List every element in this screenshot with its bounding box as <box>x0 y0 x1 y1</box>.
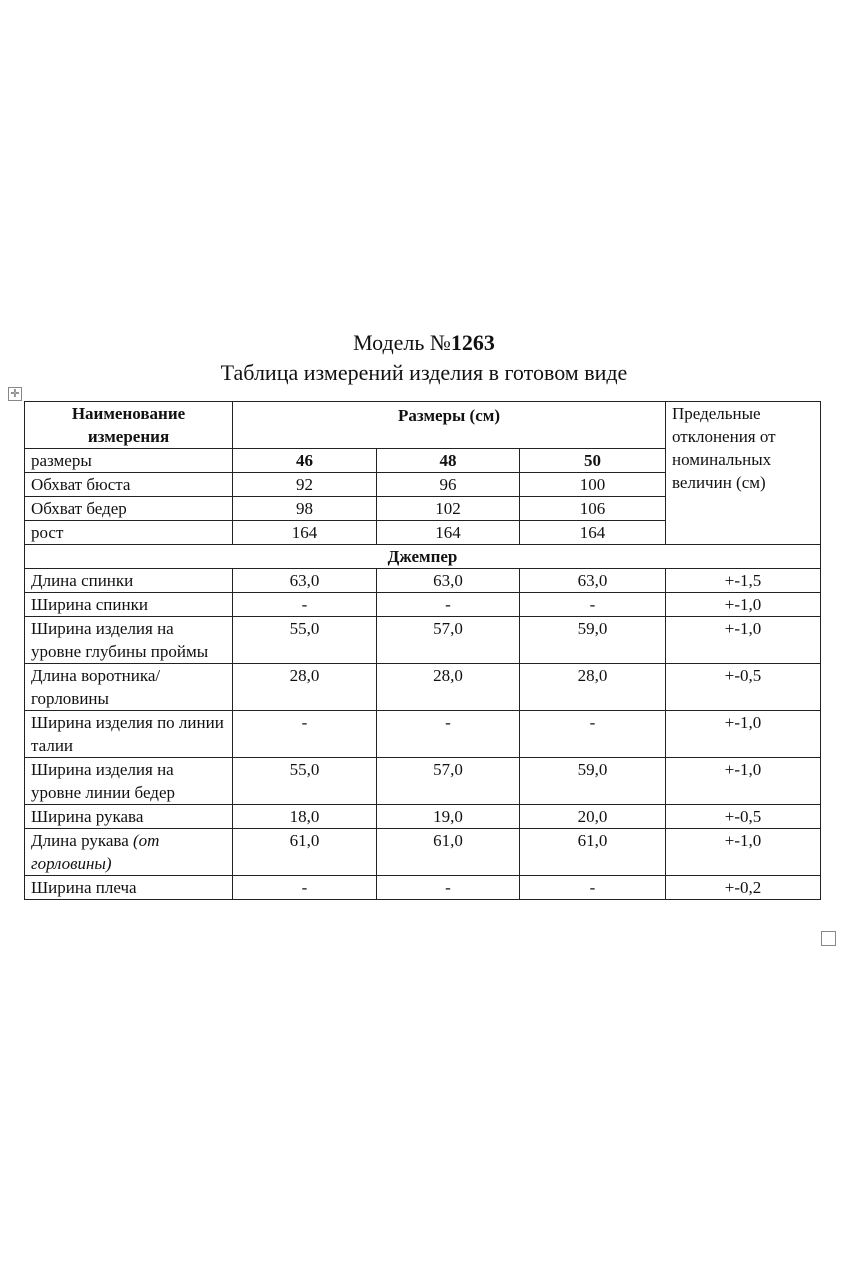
row-value: - <box>520 711 666 758</box>
row-tolerance: +-1,0 <box>666 711 821 758</box>
row-value: - <box>377 593 520 617</box>
row-value: 19,0 <box>377 805 520 829</box>
table-row <box>25 758 821 805</box>
row-tolerance: +-0,5 <box>666 664 821 711</box>
model-number: 1263 <box>450 330 495 355</box>
row-value: 102 <box>377 497 520 521</box>
row-value: - <box>233 593 377 617</box>
section-row <box>25 545 821 569</box>
row-value: 28,0 <box>377 664 520 711</box>
row-value: 28,0 <box>520 664 666 711</box>
row-label: Ширина рукава <box>25 805 233 829</box>
row-tolerance: +-0,2 <box>666 876 821 900</box>
row-value: 92 <box>233 473 377 497</box>
row-value: 100 <box>520 473 666 497</box>
row-tolerance: +-1,5 <box>666 569 821 593</box>
row-value: 20,0 <box>520 805 666 829</box>
row-label: Ширина изделия на уровне линии бедер <box>25 758 233 805</box>
row-value: - <box>520 876 666 900</box>
row-value: 98 <box>233 497 377 521</box>
row-value: 106 <box>520 497 666 521</box>
row-value: 63,0 <box>377 569 520 593</box>
row-value: - <box>377 876 520 900</box>
table-row <box>25 664 821 711</box>
row-value: 18,0 <box>233 805 377 829</box>
row-value: 55,0 <box>233 758 377 805</box>
row-value: 164 <box>233 521 377 545</box>
row-value: 164 <box>520 521 666 545</box>
header-name-cell: Наименование измерения <box>25 402 233 449</box>
row-value: 61,0 <box>233 829 377 876</box>
table-header-row <box>25 402 821 449</box>
row-tolerance: +-1,0 <box>666 758 821 805</box>
row-label: Ширина плеча <box>25 876 233 900</box>
row-tolerance: +-1,0 <box>666 829 821 876</box>
row-value: 55,0 <box>233 617 377 664</box>
row-label: Длина рукава (от горловины) <box>25 829 233 876</box>
row-value: - <box>520 593 666 617</box>
table-row <box>25 876 821 900</box>
size-46: 46 <box>233 449 377 473</box>
size-50: 50 <box>520 449 666 473</box>
row-value: 57,0 <box>377 617 520 664</box>
table-row <box>25 569 821 593</box>
row-value: 61,0 <box>377 829 520 876</box>
model-prefix: Модель № <box>353 330 451 355</box>
row-value: 96 <box>377 473 520 497</box>
row-label-italic: (от горловины) <box>31 831 160 873</box>
row-value: 61,0 <box>520 829 666 876</box>
row-label: Обхват бюста <box>25 473 233 497</box>
model-title <box>0 328 848 358</box>
row-label: Ширина спинки <box>25 593 233 617</box>
row-value: 59,0 <box>520 617 666 664</box>
document-title <box>0 328 848 388</box>
table-row <box>25 805 821 829</box>
table-row <box>25 617 821 664</box>
table-row <box>25 829 821 876</box>
size-row-label: размеры <box>25 449 233 473</box>
row-tolerance: +-0,5 <box>666 805 821 829</box>
section-title: Джемпер <box>25 545 821 569</box>
row-value: - <box>233 876 377 900</box>
measurements-table <box>24 401 821 900</box>
row-value: 28,0 <box>233 664 377 711</box>
row-value: 57,0 <box>377 758 520 805</box>
row-label: Ширина изделия на уровне глубины проймы <box>25 617 233 664</box>
row-value: - <box>233 711 377 758</box>
row-label: Обхват бедер <box>25 497 233 521</box>
header-deviation-cell: Предельные отклонения от номинальных величин (см) <box>666 402 821 545</box>
header-sizes-cell: Размеры (см) <box>233 402 666 449</box>
row-label: рост <box>25 521 233 545</box>
row-value: - <box>377 711 520 758</box>
row-label: Длина воротника/горловины <box>25 664 233 711</box>
table-resize-handle[interactable] <box>821 931 836 946</box>
table-move-handle-icon[interactable]: ✛ <box>8 387 22 401</box>
size-48: 48 <box>377 449 520 473</box>
row-label: Длина спинки <box>25 569 233 593</box>
row-value: 59,0 <box>520 758 666 805</box>
row-value: 164 <box>377 521 520 545</box>
row-label: Ширина изделия по линии талии <box>25 711 233 758</box>
row-value: 63,0 <box>233 569 377 593</box>
table-subtitle: Таблица измерений изделия в готовом виде <box>220 360 628 385</box>
table-row <box>25 593 821 617</box>
row-value: 63,0 <box>520 569 666 593</box>
row-tolerance: +-1,0 <box>666 617 821 664</box>
row-tolerance: +-1,0 <box>666 593 821 617</box>
table-row <box>25 711 821 758</box>
